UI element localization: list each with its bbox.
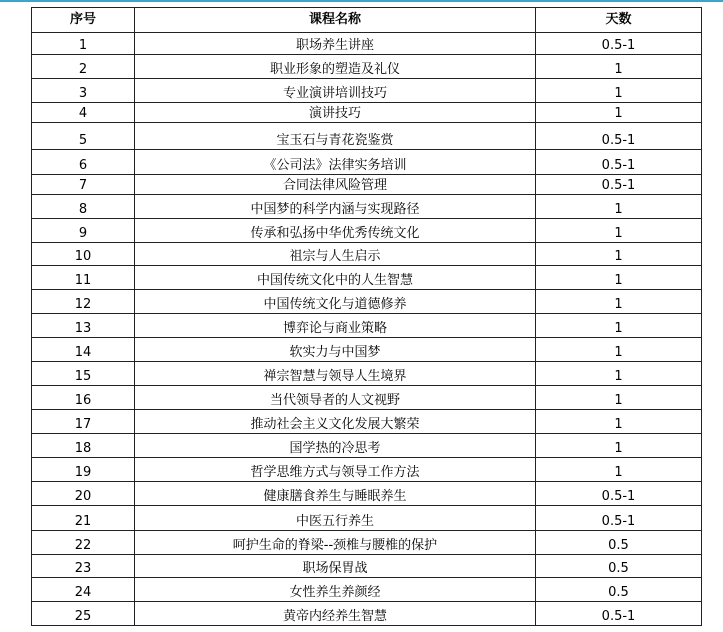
- cell-days-text: 0.5-1: [601, 158, 636, 173]
- cell-course-name: [135, 150, 536, 175]
- cell-course-name-text: 职业形象的塑造及礼仪: [269, 62, 400, 77]
- cell-days-text: 1: [614, 62, 623, 77]
- cell-days-text: 0.5-1: [601, 133, 636, 148]
- top-border-line: [0, 0, 723, 2]
- cell-days: [536, 338, 702, 362]
- cell-course-name: [135, 243, 536, 266]
- cell-no-text: 7: [78, 178, 88, 193]
- cell-days-text: 1: [614, 417, 623, 432]
- cell-no-text: 11: [74, 273, 92, 288]
- cell-no-text: 10: [74, 249, 92, 264]
- cell-days-text: 1: [614, 441, 623, 456]
- cell-days: [536, 482, 702, 506]
- cell-no: [32, 219, 135, 243]
- cell-course-name: [135, 434, 536, 458]
- cell-no-text: 14: [74, 345, 92, 360]
- cell-no: [32, 195, 135, 219]
- cell-days: [536, 55, 702, 79]
- cell-no-text: 24: [74, 585, 92, 600]
- cell-no: [32, 103, 135, 123]
- cell-course-name: [135, 602, 536, 626]
- cell-no: [32, 266, 135, 290]
- cell-no-text: 23: [74, 561, 92, 576]
- cell-course-name: [135, 386, 536, 410]
- cell-course-name-text: 中国梦的科学内涵与实现路径: [250, 202, 420, 217]
- table-row: [32, 602, 702, 626]
- cell-no-text: 4: [78, 106, 88, 121]
- cell-no: [32, 458, 135, 482]
- cell-course-name: [135, 506, 536, 531]
- cell-days: [536, 175, 702, 195]
- table-row: [32, 458, 702, 482]
- cell-course-name: [135, 531, 536, 555]
- table-row: [32, 175, 702, 195]
- cell-days: [536, 386, 702, 410]
- cell-no-text: 13: [74, 321, 92, 336]
- cell-days-text: 1: [614, 393, 623, 408]
- cell-course-name-text: 国学热的冷思考: [289, 441, 381, 456]
- cell-course-name-text: 推动社会主义文化发展大繁荣: [250, 417, 420, 432]
- cell-days: [536, 555, 702, 578]
- cell-course-name: [135, 410, 536, 434]
- cell-no: [32, 362, 135, 386]
- cell-days-text: 1: [614, 106, 623, 121]
- cell-course-name: [135, 219, 536, 243]
- cell-days: [536, 314, 702, 338]
- cell-days: [536, 219, 702, 243]
- cell-no: [32, 243, 135, 266]
- cell-no-text: 19: [74, 465, 92, 480]
- cell-course-name-text: 禅宗智慧与领导人生境界: [263, 369, 407, 384]
- cell-course-name-text: 中国传统文化与道德修养: [263, 297, 407, 312]
- cell-course-name-text: 中国传统文化中的人生智慧: [256, 273, 413, 288]
- cell-no-text: 22: [74, 538, 92, 553]
- cell-days: [536, 103, 702, 123]
- cell-course-name-text: 传承和弘扬中华优秀传统文化: [250, 226, 420, 241]
- table-row: [32, 55, 702, 79]
- cell-days-text: 1: [614, 345, 623, 360]
- cell-days: [536, 123, 702, 150]
- cell-no-text: 21: [74, 514, 92, 529]
- header-no: 序号: [32, 8, 135, 33]
- table-row: [32, 266, 702, 290]
- cell-course-name: [135, 482, 536, 506]
- cell-no-text: 2: [78, 62, 88, 77]
- cell-no: [32, 338, 135, 362]
- cell-course-name-text: 职场保胃战: [302, 561, 368, 576]
- table-row: [32, 531, 702, 555]
- cell-no-text: 18: [74, 441, 92, 456]
- cell-course-name-text: 当代领导者的人文视野: [269, 393, 400, 408]
- cell-course-name: [135, 55, 536, 79]
- cell-course-name-text: 专业演讲培训技巧: [282, 86, 387, 101]
- cell-days: [536, 33, 702, 55]
- cell-no-text: 1: [78, 38, 88, 53]
- cell-no-text: 6: [78, 158, 88, 173]
- cell-no-text: 17: [74, 417, 92, 432]
- table-row: [32, 482, 702, 506]
- cell-course-name: [135, 290, 536, 314]
- table-row: [32, 314, 702, 338]
- cell-days: [536, 150, 702, 175]
- cell-days: [536, 243, 702, 266]
- cell-no: [32, 578, 135, 602]
- cell-course-name-text: 软实力与中国梦: [289, 345, 381, 360]
- cell-no-text: 5: [78, 133, 88, 148]
- table-row: [32, 195, 702, 219]
- cell-days-text: 0.5: [608, 585, 629, 600]
- header-days: 天数: [536, 8, 702, 33]
- table-body: [32, 33, 702, 626]
- cell-course-name: [135, 103, 536, 123]
- cell-days-text: 0.5-1: [601, 514, 636, 529]
- cell-days: [536, 458, 702, 482]
- cell-days-text: 1: [614, 465, 623, 480]
- cell-days-text: 1: [614, 249, 623, 264]
- cell-no-text: 12: [74, 297, 92, 312]
- header-row: [32, 8, 702, 33]
- table-row: [32, 33, 702, 55]
- cell-no-text: 3: [78, 86, 88, 101]
- cell-course-name-text: 健康膳食养生与睡眠养生: [263, 489, 407, 504]
- cell-course-name-text: 呵护生命的脊梁--颈椎与腰椎的保护: [232, 538, 438, 553]
- cell-course-name-text: 职场养生讲座: [295, 38, 374, 53]
- cell-course-name: [135, 79, 536, 103]
- cell-no: [32, 386, 135, 410]
- table-row: [32, 150, 702, 175]
- cell-course-name: [135, 266, 536, 290]
- cell-course-name-text: 《公司法》法律实务培训: [263, 158, 407, 173]
- cell-no: [32, 55, 135, 79]
- cell-days-text: 1: [614, 202, 623, 217]
- cell-days: [536, 602, 702, 626]
- table-row: [32, 362, 702, 386]
- cell-course-name: [135, 362, 536, 386]
- cell-days-text: 1: [614, 297, 623, 312]
- cell-no-text: 20: [74, 489, 92, 504]
- table-row: [32, 410, 702, 434]
- cell-course-name: [135, 123, 536, 150]
- cell-days: [536, 410, 702, 434]
- cell-course-name-text: 女性养生养颜经: [289, 585, 381, 600]
- cell-no: [32, 602, 135, 626]
- cell-course-name: [135, 338, 536, 362]
- cell-course-name: [135, 458, 536, 482]
- cell-no-text: 8: [78, 202, 88, 217]
- cell-days: [536, 506, 702, 531]
- table-row: [32, 386, 702, 410]
- cell-no: [32, 482, 135, 506]
- cell-days-text: 1: [614, 273, 623, 288]
- table-row: [32, 123, 702, 150]
- cell-course-name: [135, 195, 536, 219]
- cell-no: [32, 175, 135, 195]
- cell-no-text: 9: [78, 226, 88, 241]
- cell-no: [32, 531, 135, 555]
- table-row: [32, 243, 702, 266]
- cell-days: [536, 195, 702, 219]
- cell-no: [32, 150, 135, 175]
- cell-course-name: [135, 175, 536, 195]
- cell-no: [32, 434, 135, 458]
- cell-course-name: [135, 555, 536, 578]
- cell-course-name-text: 宝玉石与青花瓷鉴赏: [276, 133, 394, 148]
- table-row: [32, 506, 702, 531]
- cell-days-text: 0.5: [608, 538, 629, 553]
- table-row: [32, 338, 702, 362]
- cell-days-text: 1: [614, 321, 623, 336]
- cell-no-text: 16: [74, 393, 92, 408]
- cell-course-name-text: 演讲技巧: [308, 106, 361, 121]
- cell-days: [536, 362, 702, 386]
- cell-days-text: 0.5: [608, 561, 629, 576]
- table-row: [32, 103, 702, 123]
- table-row: [32, 79, 702, 103]
- table-row: [32, 578, 702, 602]
- cell-days: [536, 266, 702, 290]
- table-row: [32, 555, 702, 578]
- cell-days: [536, 578, 702, 602]
- cell-days-text: 0.5-1: [601, 178, 636, 193]
- cell-no: [32, 314, 135, 338]
- cell-days-text: 1: [614, 226, 623, 241]
- cell-no: [32, 33, 135, 55]
- cell-days-text: 0.5-1: [601, 609, 636, 624]
- cell-days: [536, 531, 702, 555]
- cell-days-text: 1: [614, 369, 623, 384]
- cell-days: [536, 434, 702, 458]
- cell-no: [32, 290, 135, 314]
- course-table: [31, 7, 702, 626]
- cell-course-name-text: 中医五行养生: [295, 514, 374, 529]
- cell-no-text: 15: [74, 369, 92, 384]
- cell-course-name-text: 黄帝内经养生智慧: [282, 609, 387, 624]
- cell-course-name: [135, 578, 536, 602]
- cell-no-text: 25: [74, 609, 92, 624]
- cell-days-text: 1: [614, 86, 623, 101]
- cell-days-text: 0.5-1: [601, 38, 636, 53]
- cell-course-name-text: 祖宗与人生启示: [289, 249, 381, 264]
- table-row: [32, 290, 702, 314]
- cell-days: [536, 79, 702, 103]
- cell-no: [32, 79, 135, 103]
- cell-course-name: [135, 33, 536, 55]
- header-name: 课程名称: [135, 8, 536, 33]
- cell-course-name-text: 博弈论与商业策略: [282, 321, 387, 336]
- cell-course-name-text: 哲学思维方式与领导工作方法: [250, 465, 420, 480]
- cell-days-text: 0.5-1: [601, 489, 636, 504]
- cell-no: [32, 410, 135, 434]
- cell-days: [536, 290, 702, 314]
- cell-course-name: [135, 314, 536, 338]
- cell-course-name-text: 合同法律风险管理: [282, 178, 387, 193]
- cell-no: [32, 555, 135, 578]
- table-row: [32, 219, 702, 243]
- cell-no: [32, 506, 135, 531]
- cell-no: [32, 123, 135, 150]
- table-row: [32, 434, 702, 458]
